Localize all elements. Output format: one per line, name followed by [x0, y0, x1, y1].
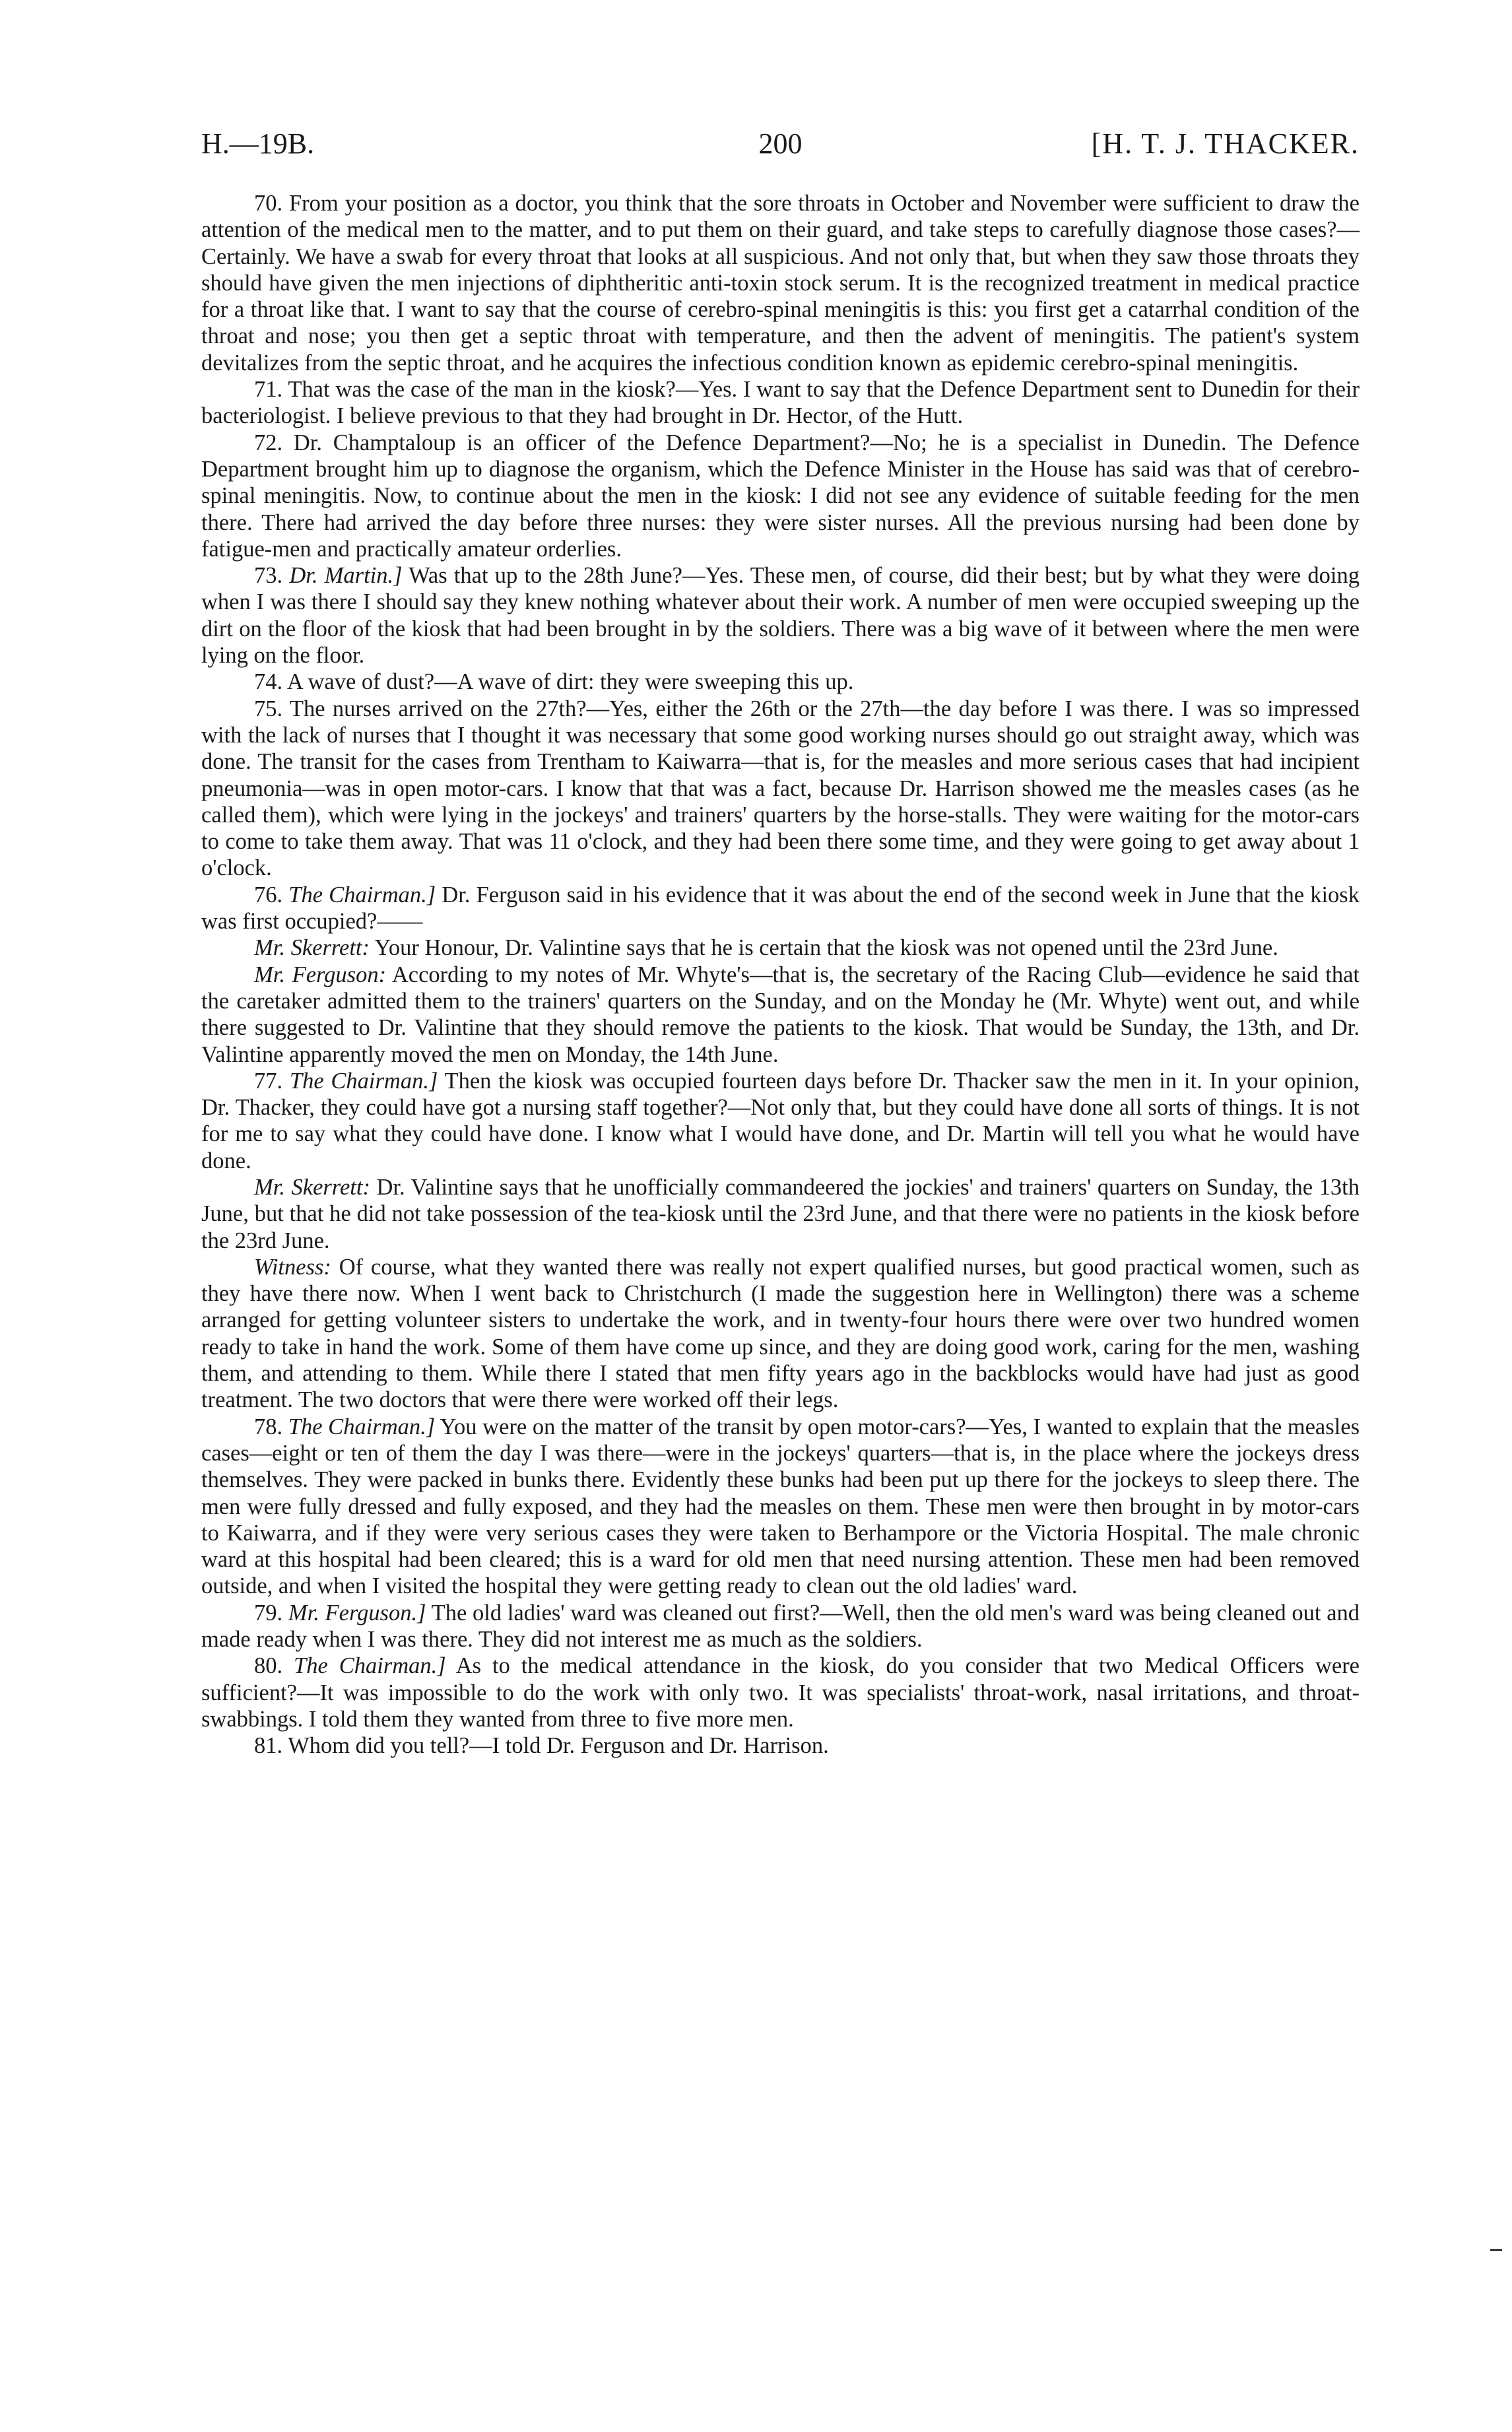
paragraph-text: 81. Whom did you tell?—I told Dr. Ferguson and Dr. Harrison. [254, 1733, 829, 1759]
question-number: 78. [254, 1414, 288, 1439]
speaker-name: Witness: [254, 1254, 331, 1280]
paragraph-text: You were on the matter of the transit by open motor-cars?—Yes, I wanted to explain that the measles cases—eight or ten of them the day I was there—were in the jockeys' quarters—that is, in the place where the jockeys dress themselves. They were packed in bunks there. Evidently these bunks had been put up there for the jockeys to sleep there. The men were fully dressed and fully exposed, and they had the measles on them. These men were then brought in by motor-cars to Kaiwarra, and if they were very serious cases they were taken to Berhampore or the Victoria Hospital. The male chronic ward at this hospital had been cleared; this is a ward for old men that need nursing attention. These men had been removed outside, and when I visited the hospital they were getting ready to clean out the old ladies' ward. [201, 1414, 1360, 1599]
evidence-paragraph [201, 962, 1360, 1068]
speaker-name: Dr. Martin.] [289, 563, 403, 589]
speaker-name: Mr. Skerrett: [254, 1174, 370, 1200]
evidence-paragraph [201, 669, 1360, 695]
evidence-paragraph [201, 882, 1360, 935]
page-header [201, 123, 1360, 165]
speaker-name: The Chairman.] [288, 1414, 436, 1439]
evidence-paragraph [201, 1600, 1360, 1653]
speaker-name: Mr. Skerrett: [254, 935, 370, 961]
speaker-name: The Chairman.] [288, 882, 436, 907]
paragraph-text: Dr. Valintine says that he unofficially commandeered the jockies' and trainers' quarters on Sunday, the 13th June, but that he did not take possession of the tea-kiosk until the 23rd June, and that there were no patients in the kiosk before the 23rd June. [201, 1174, 1360, 1253]
evidence-paragraph [201, 1254, 1360, 1414]
paragraph-text: Then the kiosk was occupied fourteen days before Dr. Thacker saw the men in it. In your opinion, Dr. Thacker, they could have got a nursing staff together?—Not only that, but they could have done all sorts of things. It is not for me to say what they could have done. I know what I would have done, and Dr. Martin will tell you what he would have done. [201, 1068, 1360, 1173]
paragraph-text: 74. A wave of dust?—A wave of dirt: they were sweeping this up. [254, 669, 854, 695]
witness-name: [H. T. J. THACKER. [1091, 127, 1360, 160]
paragraph-text: Dr. Ferguson said in his evidence that it was about the end of the second week in June that the kiosk was first occupied?—— [201, 882, 1360, 935]
evidence-paragraph [201, 696, 1360, 882]
paragraph-text: 70. From your position as a doctor, you think that the sore throats in October and November were sufficient to draw the attention of the medical men to the matter, and to put them on their guard, and take steps to carefully diagnose those cases?—Certainly. We have a swab for every throat that looks at all suspicious. And not only that, but when they saw those throats they should have given the men injections of diphtheritic anti-toxin stock serum. It is the recognized treatment in medical practice for a throat like that. I want to say that the course of cerebro-spinal meningitis is this: you first get a catarrhal condition of the throat and nose; you then get a septic throat with temperature, and then the advent of meningitis. The patient's system devitalizes from the septic throat, and he acquires the infectious condition known as epidemic cerebro-spinal meningitis. [201, 191, 1360, 376]
evidence-paragraph [201, 1653, 1360, 1732]
speaker-name: The Chairman.] [294, 1653, 446, 1679]
speaker-name: Mr. Ferguson: [254, 962, 387, 987]
paragraph-text: According to my notes of Mr. Whyte's—that is, the secretary of the Racing Club—evidence he said that the caretaker admitted them to the trainers' quarters on the Sunday, and on the Monday he (Mr. Whyte) went out, and while there suggested to Dr. Valintine that they should remove the patients to the kiosk. That would be Sunday, the 13th, and Dr. Valintine apparently moved the men on Monday, the 14th June. [201, 962, 1360, 1067]
paragraph-text: Was that up to the 28th June?—Yes. These men, of course, did their best; but by what they were doing when I was there I should say they knew nothing whatever about their work. A number of men were occupied sweeping up the dirt on the floor of the kiosk that had been brought in by the soldiers. There was a big wave of it between where the men were lying on the floor. [201, 563, 1360, 669]
page-number: 200 [758, 127, 803, 160]
evidence-text [201, 190, 1360, 1759]
evidence-paragraph [201, 1068, 1360, 1174]
question-number: 76. [254, 882, 289, 907]
evidence-paragraph [201, 1732, 1360, 1759]
evidence-paragraph [201, 562, 1360, 669]
evidence-paragraph [201, 935, 1360, 961]
margin-mark [1490, 2249, 1502, 2251]
paragraph-text: Of course, what they wanted there was really not expert qualified nurses, but good practical women, such as they have there now. When I went back to Christchurch (I made the suggestion here in Wellington) there was a scheme arranged for getting volunteer sisters to undertake the work, and in twenty-four hours there were over two hundred women ready to take in hand the work. Some of them have come up since, and they are doing good work, caring for the men, washing them, and attending to them. While there I stated that men fifty years ago in the backblocks would have had just as good treatment. The two doctors that were there were worked off their legs. [201, 1254, 1360, 1413]
speaker-name: The Chairman.] [289, 1068, 438, 1094]
paragraph-text: As to the medical attendance in the kiosk, do you consider that two Medical Officers were sufficient?—It was impossible to do the work with only two. It was specialists' throat-work, nasal irritations, and throat-swabbings. I told them they wanted from three to five more men. [201, 1653, 1360, 1732]
speaker-name: Mr. Ferguson.] [288, 1600, 426, 1626]
paragraph-text: 72. Dr. Champtaloup is an officer of the Defence Department?—No; he is a specialist in Dunedin. The Defence Department brought him up to diagnose the organism, which the Defence Minister in the House has said was that of cerebro-spinal meningitis. Now, to continue about the men in the kiosk: I did not see any evidence of suitable feeding for the men there. There had arrived the day before three nurses: they were sister nurses. All the previous nursing had been done by fatigue-men and practically amateur orderlies. [201, 430, 1360, 562]
paragraph-text: 71. That was the case of the man in the kiosk?—Yes. I want to say that the Defence Department sent to Dunedin for their bacteriologist. I believe previous to that they had brought in Dr. Hector, of the Hutt. [201, 377, 1360, 429]
paragraph-text: 75. The nurses arrived on the 27th?—Yes, either the 26th or the 27th—the day before I was there. I was so impressed with the lack of nurses that I thought it was necessary that some good working nurses should go out straight away, which was done. The transit for the cases from Trentham to Kaiwarra—that is, for the measles and more serious cases that had incipient pneumonia—was in open motor-cars. I know that that was a fact, because Dr. Harrison showed me the measles cases (as he called them), which were lying in the jockeys' and trainers' quarters by the horse-stalls. They were waiting for the motor-cars to come to take them away. That was 11 o'clock, and they had been there some time, and they were going to get away about 1 o'clock. [201, 696, 1360, 881]
paragraph-text: Your Honour, Dr. Valintine says that he is certain that the kiosk was not opened until the 23rd June. [370, 935, 1278, 961]
question-number: 80. [254, 1653, 294, 1679]
report-reference: H.—19B. [201, 127, 315, 160]
evidence-paragraph [201, 376, 1360, 430]
question-number: 79. [254, 1600, 288, 1626]
question-number: 77. [254, 1068, 290, 1094]
evidence-paragraph [201, 1174, 1360, 1254]
paragraph-text: The old ladies' ward was cleaned out first?—Well, then the old men's ward was being cleaned out and made ready when I was there. They did not interest me as much as the soldiers. [201, 1600, 1360, 1653]
evidence-paragraph [201, 430, 1360, 562]
question-number: 73. [254, 563, 290, 589]
evidence-paragraph [201, 190, 1360, 376]
evidence-paragraph [201, 1414, 1360, 1600]
